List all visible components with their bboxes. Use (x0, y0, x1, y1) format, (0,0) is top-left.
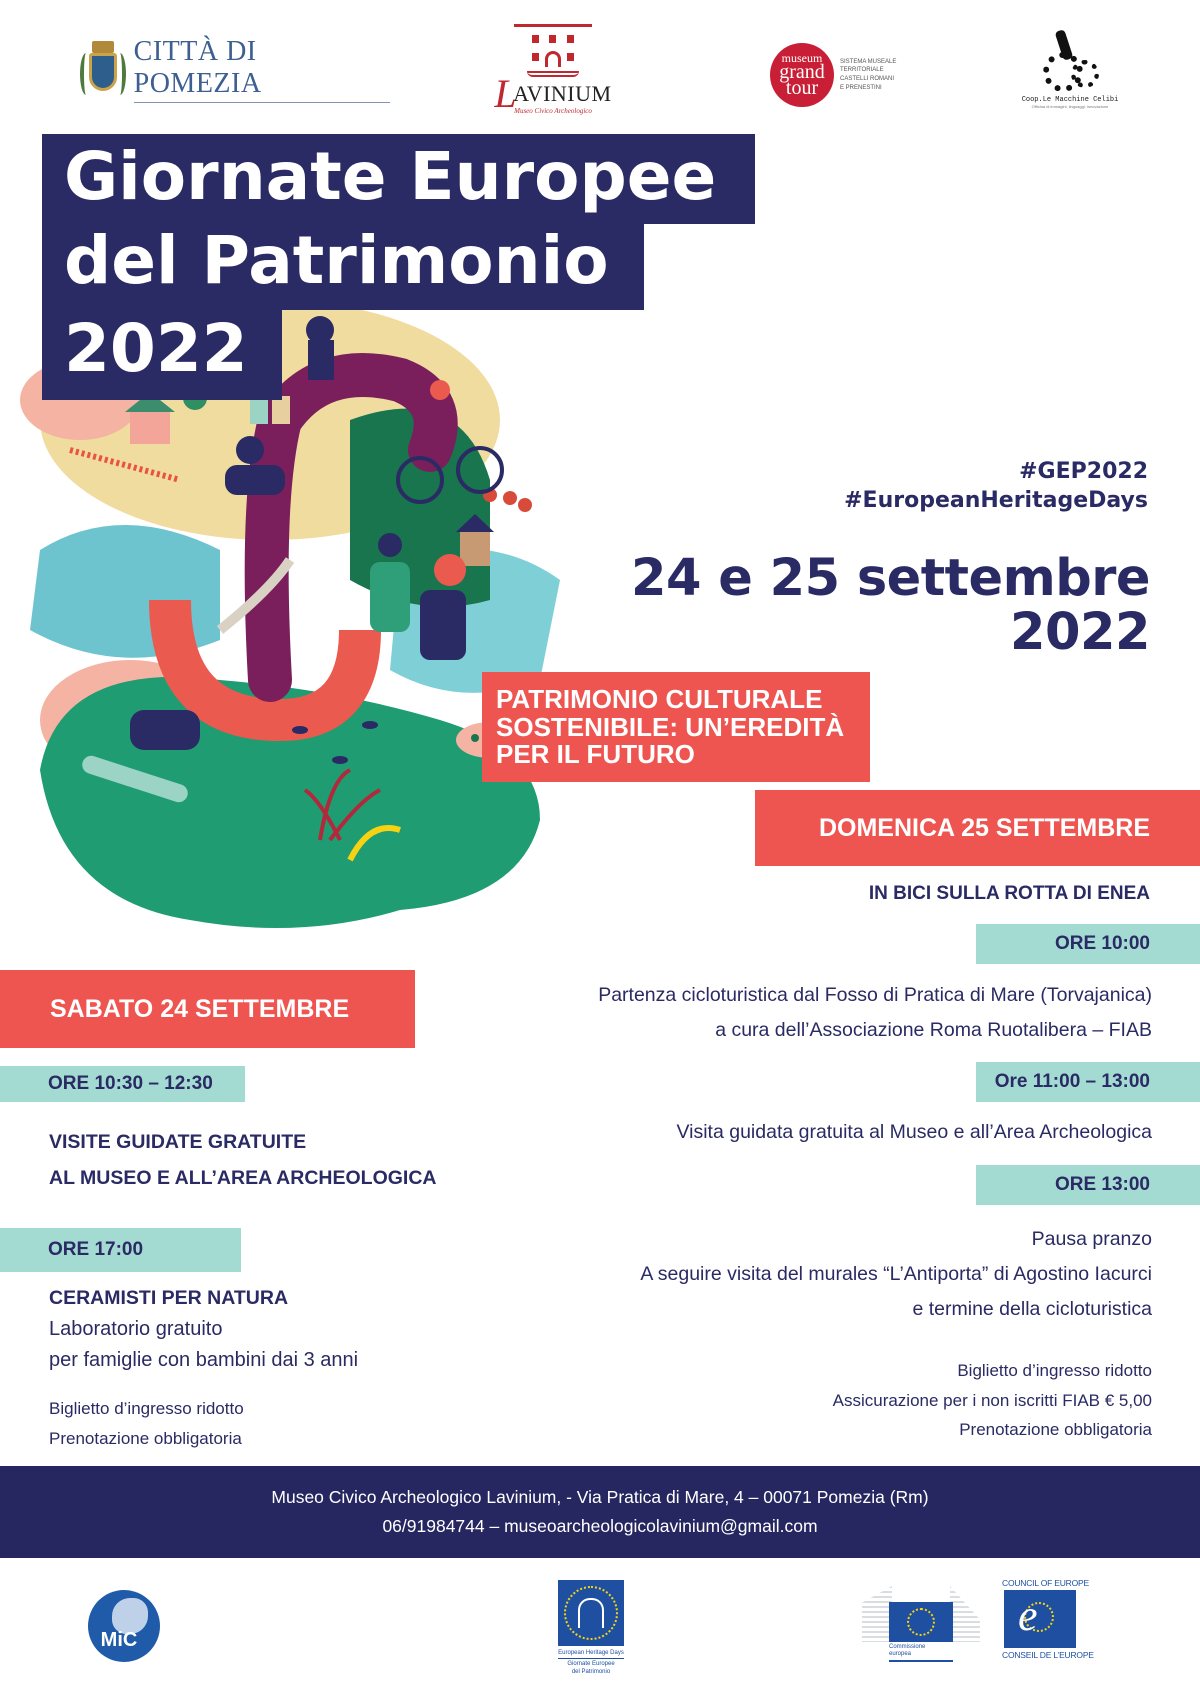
hashtags (844, 458, 1148, 515)
saturday-slot-1-text (49, 1124, 437, 1196)
saturday-time-2: ORE 17:00 (48, 1239, 144, 1260)
gt-line-3: tour (785, 76, 819, 99)
sunday-slot-2-line-1: Visita guidata gratuita al Museo e all’Area Archeologica (676, 1121, 1152, 1143)
pomezia-crest-icon (80, 39, 126, 99)
eu-flag-icon (889, 1602, 953, 1642)
gt-side-4: E PRENESTINI (840, 84, 882, 91)
ec-line-1: Commissione (889, 1644, 926, 1650)
mic-label: MiC (100, 1629, 138, 1651)
gt-line-1: museum (781, 50, 823, 65)
hashtag-european-heritage-days: #EuropeanHeritageDays (844, 487, 1148, 513)
lavinium-name: AVINIUM (513, 81, 612, 106)
sunday-note-2: Assicurazione per i non iscritti FIAB € 5,00 (832, 1390, 1152, 1410)
saturday-slot-2-line-2: per famiglie con bambini dai 3 anni (49, 1349, 359, 1371)
sunday-time-1: ORE 10:00 (1054, 933, 1150, 954)
sunday-time-2: Ore 11:00 – 13:00 (994, 1071, 1150, 1092)
ec-label (889, 1644, 953, 1662)
saturday-time-chip-1 (0, 1066, 245, 1102)
lavinium-subtitle: Museo Civico Archeologico (514, 107, 592, 115)
theme-line-3: PER IL FUTURO (496, 739, 695, 770)
theme-box (482, 672, 870, 782)
coe-top-label: COUNCIL OF EUROPE (1002, 1578, 1089, 1588)
gt-line-2: grand (779, 60, 825, 83)
pomezia-label: CITTÀ DI POMEZIA (134, 36, 390, 103)
coe-emblem-icon: e (1004, 1590, 1076, 1648)
saturday-note-2: Prenotazione obbligatoria (49, 1428, 242, 1448)
sunday-note-1: Biglietto d’ingresso ridotto (957, 1361, 1152, 1380)
sunday-time-chip-2 (976, 1062, 1200, 1102)
ehd-line-1: European Heritage Days (558, 1648, 624, 1659)
gt-side-2: TERRITORIALE (840, 67, 884, 74)
logo-mic (88, 1590, 160, 1662)
sunday-time-chip-1 (976, 924, 1200, 964)
sunday-banner-label: DOMENICA 25 SETTEMBRE (818, 813, 1150, 842)
logo-museum-grand-tour (770, 42, 930, 108)
saturday-time-chip-2 (0, 1228, 241, 1272)
sunday-note-3: Prenotazione obbligatoria (959, 1420, 1152, 1439)
saturday-note-1: Biglietto d’ingresso ridotto (49, 1399, 244, 1418)
theme-line-2: SOSTENIBILE: UN’EREDITÀ (496, 711, 845, 742)
saturday-slot-1-line-2: AL MUSEO E ALL’AREA ARCHEOLOGICA (49, 1167, 437, 1189)
logo-citta-di-pomezia (80, 35, 390, 100)
ec-line-2: europea (889, 1651, 912, 1658)
sunday-banner (755, 790, 1200, 866)
ehd-line-2a: Giornate Europee (567, 1661, 615, 1667)
grand-tour-side-text (840, 58, 896, 93)
sunday-slot-3-text (640, 1222, 1152, 1327)
logo-commissione-europea (862, 1584, 980, 1666)
saturday-notes (49, 1394, 244, 1453)
footer-contact-band (0, 1466, 1200, 1558)
logo-lavinium (478, 24, 628, 124)
sunday-subtitle: IN BICI SULLA ROTTA DI ENEA (868, 883, 1150, 904)
sunday-slot-3-line-3: e termine della cicloturistica (912, 1298, 1152, 1320)
saturday-slot-2-title: CERAMISTI PER NATURA (49, 1287, 289, 1309)
dates-line-1: 24 e 25 settembre (631, 549, 1150, 608)
gt-side-3: CASTELLI ROMANI (840, 76, 895, 82)
lavinium-building-icon (514, 24, 592, 27)
dates-line-2: 2022 (1010, 602, 1150, 662)
footer-contact: 06/91984744 – museoarcheologicolavinium@gmail.com (382, 1516, 818, 1536)
gt-side-1: SISTEMA MUSEALE (840, 58, 897, 65)
coe-bottom-label: CONSEIL DE L’EUROPE (1002, 1650, 1094, 1660)
sunday-slot-2-text (676, 1115, 1152, 1150)
sunday-slot-1-line-2: a cura dell’Associazione Roma Ruotalibera – FIAB (715, 1019, 1152, 1041)
saturday-slot-2-line-1: Laboratorio gratuito (49, 1318, 223, 1340)
sunday-slot-3-line-2: A seguire visita del murales “L’Antiporta” di Agostino Iacurci (640, 1263, 1152, 1285)
title-line-3: 2022 (42, 308, 282, 400)
logo-macchine-celibi (1020, 30, 1120, 120)
gear-rider-icon (1035, 30, 1105, 94)
logo-european-heritage-days (558, 1580, 624, 1684)
sunday-time-chip-3 (976, 1165, 1200, 1205)
macchine-name: Coop.Le Macchine Celibi (1021, 96, 1119, 104)
event-dates (631, 549, 1150, 662)
ehd-line-2b: del Patrimonio (571, 1668, 611, 1675)
grand-tour-circle-icon (770, 43, 834, 107)
title-line-2: del Patrimonio (42, 222, 644, 310)
saturday-slot-1-line-1: VISITE GUIDATE GRATUITE (49, 1131, 307, 1153)
saturday-slot-2-text (49, 1283, 358, 1376)
ehd-line-2 (558, 1661, 624, 1676)
sunday-slot-1-line-1: Partenza cicloturistica dal Fosso di Pratica di Mare (Torvajanica) (598, 984, 1152, 1006)
saturday-banner-label: SABATO 24 SETTEMBRE (50, 994, 350, 1023)
sunday-slot-3-line-1: Pausa pranzo (1031, 1228, 1152, 1250)
sunday-slot-1-text (598, 978, 1152, 1048)
saturday-time-1: ORE 10:30 – 12:30 (48, 1073, 213, 1094)
footer-address: Museo Civico Archeologico Lavinium, - Via Pratica di Mare, 4 – 00071 Pomezia (Rm) (271, 1487, 929, 1507)
lavinium-initial: L (494, 71, 518, 116)
eu-stars-icon (558, 1580, 624, 1646)
macchine-subtitle: Officina di immagini, linguaggi, innovazione (1031, 104, 1109, 109)
theme-line-1: PATRIMONIO CULTURALE (496, 684, 823, 714)
title-line-1: Giornate Europee (42, 134, 755, 224)
saturday-banner (0, 970, 415, 1048)
sunday-time-3: ORE 13:00 (1054, 1174, 1150, 1195)
hashtag-gep2022: #GEP2022 (1019, 459, 1148, 484)
sunday-notes (833, 1356, 1152, 1445)
logo-council-of-europe (1002, 1578, 1094, 1668)
ec-building-icon (862, 1586, 892, 1642)
